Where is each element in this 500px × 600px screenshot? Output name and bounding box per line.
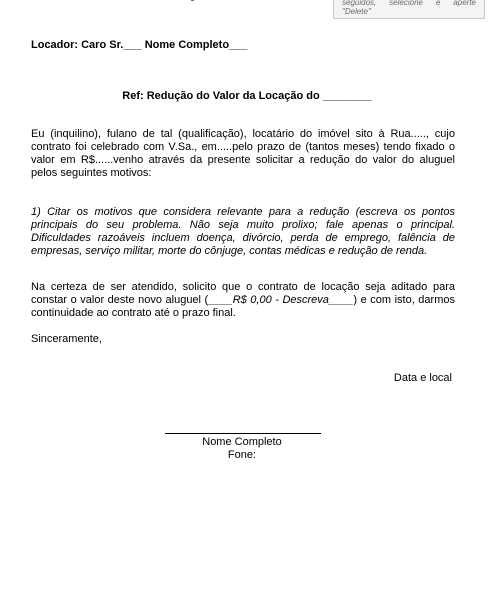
instruction-note-line-1: seguidos, selecione e aperte [342,0,476,7]
instruction-note-line-2: "Delete" [342,7,371,16]
conclusion-text-end: ) e com isto, darmos continuidade ao contrato até o prazo final. [31,294,455,319]
date-and-place: Data e local [393,372,452,384]
signature-name: Nome Completo [202,436,282,448]
body-paragraph-request: Eu (inquilino), fulano de tal (qualificação), locatário do imóvel sito à Rua....., cujo contrato foi celebrado com V.Sa., em.....pelo prazo de (tantos meses) tendo fixado o valor em R$......venho através da presente solicitar a redução do valor do aluguel pelos seguintes motivos: [31,128,455,179]
body-paragraph-reasons: 1) Citar os motivos que considera relevante para a redução (escreva os pontos principais do seu problema. Não seja muito prolixo; fale apenas o principal. Dificuldades razoáveis incluem doença, divórcio, perda de emprego, falência de empresas, serviço militar, morte do cônjuge, contas médicas e redução de renda. [31,206,455,257]
closing-salutation: Sinceramente, [31,333,102,345]
addressee-line: Locador: Caro Sr.___ Nome Completo___ [31,39,248,51]
body-paragraph-conclusion [31,281,455,320]
instruction-note-box [333,0,485,19]
new-rent-value-placeholder: ____R$ 0,00 - Descreva____ [208,294,354,306]
signature-line [165,433,321,434]
reference-heading [0,90,500,103]
conclusion-text-start: Na certeza de ser atendido, solicito que o contrato de locação seja aditado para constar o valor deste novo aluguel ( [31,281,455,306]
signature-phone: Fone: [227,449,257,461]
reference-heading-text: Ref: Redução do Valor da Locação do ________ [122,90,372,102]
cropped-text-fragment [191,0,194,1]
